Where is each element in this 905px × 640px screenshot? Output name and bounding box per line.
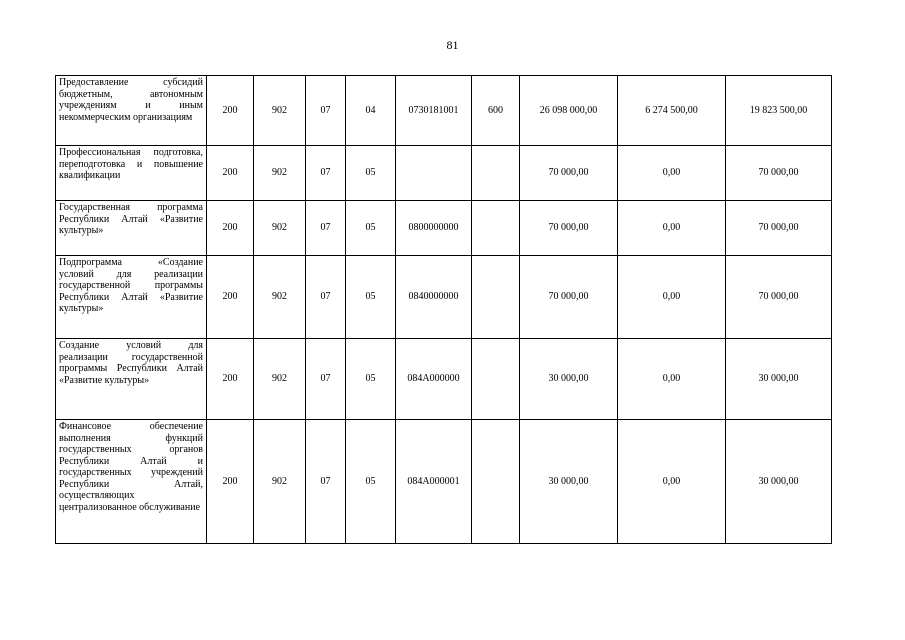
amount-cell: 70 000,00	[726, 201, 832, 256]
code-cell: 07	[306, 76, 346, 146]
code-cell: 200	[207, 76, 254, 146]
code-cell: 600	[472, 76, 520, 146]
amount-cell: 70 000,00	[520, 201, 618, 256]
code-cell	[472, 256, 520, 339]
code-cell: 902	[254, 146, 306, 201]
amount-cell: 0,00	[618, 146, 726, 201]
budget-table	[55, 75, 832, 544]
amount-cell: 26 098 000,00	[520, 76, 618, 146]
code-cell: 084А000000	[396, 339, 472, 420]
code-cell: 05	[346, 420, 396, 544]
row-name-cell: Предоставление субсидий бюджетным, автономным учреждениям и иным некоммерческим организациям	[56, 76, 207, 146]
code-cell: 07	[306, 420, 346, 544]
amount-cell: 30 000,00	[726, 420, 832, 544]
row-name-cell: Государственная программа Республики Алтай «Развитие культуры»	[56, 201, 207, 256]
code-cell: 902	[254, 339, 306, 420]
code-cell: 200	[207, 146, 254, 201]
table-row	[56, 420, 832, 544]
page-number: 81	[446, 38, 459, 52]
amount-cell: 30 000,00	[520, 420, 618, 544]
code-cell: 05	[346, 339, 396, 420]
code-cell	[472, 201, 520, 256]
amount-cell: 0,00	[618, 256, 726, 339]
table-row	[56, 256, 832, 339]
code-cell: 0840000000	[396, 256, 472, 339]
row-name-cell: Подпрограмма «Создание условий для реализации государственной программы Республики Алтай «Развитие культуры»	[56, 256, 207, 339]
code-cell: 07	[306, 146, 346, 201]
amount-cell: 6 274 500,00	[618, 76, 726, 146]
code-cell	[472, 420, 520, 544]
amount-cell: 0,00	[618, 339, 726, 420]
table-row	[56, 339, 832, 420]
table-row	[56, 76, 832, 146]
code-cell	[396, 146, 472, 201]
code-cell: 902	[254, 420, 306, 544]
code-cell: 05	[346, 201, 396, 256]
code-cell: 04	[346, 76, 396, 146]
amount-cell: 70 000,00	[520, 256, 618, 339]
amount-cell: 0,00	[618, 201, 726, 256]
code-cell: 07	[306, 201, 346, 256]
amount-cell: 30 000,00	[726, 339, 832, 420]
code-cell	[472, 146, 520, 201]
row-name-cell: Финансовое обеспечение выполнения функций государственных органов Республики Алтай и государственных учреждений Республики Алтай, осуществляющих централизованное обслуживание	[56, 420, 207, 544]
code-cell: 07	[306, 256, 346, 339]
amount-cell: 30 000,00	[520, 339, 618, 420]
amount-cell: 70 000,00	[726, 146, 832, 201]
code-cell: 0730181001	[396, 76, 472, 146]
code-cell: 200	[207, 201, 254, 256]
code-cell: 902	[254, 76, 306, 146]
row-name-cell: Профессиональная подготовка, переподготовка и повышение квалификации	[56, 146, 207, 201]
amount-cell: 19 823 500,00	[726, 76, 832, 146]
code-cell: 084А000001	[396, 420, 472, 544]
table-row	[56, 201, 832, 256]
code-cell: 200	[207, 339, 254, 420]
code-cell: 200	[207, 256, 254, 339]
table-row	[56, 146, 832, 201]
code-cell	[472, 339, 520, 420]
amount-cell: 70 000,00	[520, 146, 618, 201]
row-name-cell: Создание условий для реализации государственной программы Республики Алтай «Развитие культуры»	[56, 339, 207, 420]
code-cell: 07	[306, 339, 346, 420]
code-cell: 0800000000	[396, 201, 472, 256]
code-cell: 05	[346, 256, 396, 339]
code-cell: 902	[254, 256, 306, 339]
code-cell: 200	[207, 420, 254, 544]
code-cell: 05	[346, 146, 396, 201]
amount-cell: 70 000,00	[726, 256, 832, 339]
amount-cell: 0,00	[618, 420, 726, 544]
code-cell: 902	[254, 201, 306, 256]
